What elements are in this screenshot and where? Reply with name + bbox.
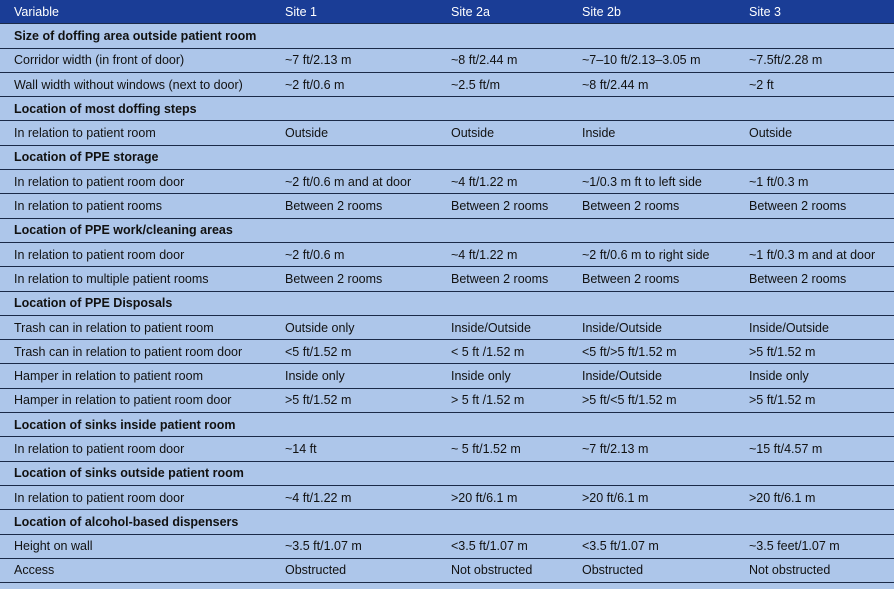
site-3-cell: >5 ft/1.52 m <box>745 340 894 364</box>
site-3-cell: Between 2 rooms <box>745 267 894 291</box>
site-2a-cell: ~ 5 ft/1.52 m <box>447 437 578 461</box>
site-1-cell: ~7 ft/2.13 m <box>281 48 447 72</box>
site-2a-cell: > 5 ft /1.52 m <box>447 388 578 412</box>
table-row <box>0 170 894 194</box>
header-site-1: Site 1 <box>281 0 447 24</box>
site-2b-cell: Inside <box>578 121 745 145</box>
site-3-cell: >5 ft/1.52 m <box>745 388 894 412</box>
site-2b-cell: >5 ft/<5 ft/1.52 m <box>578 388 745 412</box>
variable-cell: Access <box>0 558 281 582</box>
header-site-3: Site 3 <box>745 0 894 24</box>
site-3-cell: Inside only <box>745 364 894 388</box>
site-2b-cell: ~1/0.3 m ft to left side <box>578 170 745 194</box>
header-site-2b: Site 2b <box>578 0 745 24</box>
site-2a-cell: Between 2 rooms <box>447 267 578 291</box>
section-row <box>0 461 894 485</box>
table-row <box>0 485 894 509</box>
table-row <box>0 242 894 266</box>
section-row <box>0 510 894 534</box>
section-heading: Size of doffing area outside patient room <box>0 24 894 48</box>
site-1-cell: Outside <box>281 121 447 145</box>
section-row <box>0 291 894 315</box>
variable-cell: Height on wall <box>0 534 281 558</box>
site-2b-cell: <3.5 ft/1.07 m <box>578 534 745 558</box>
section-heading: Location of most doffing steps <box>0 97 894 121</box>
site-2a-cell: Not obstructed <box>447 558 578 582</box>
variable-cell: In relation to patient rooms <box>0 194 281 218</box>
site-1-cell: <5 ft/1.52 m <box>281 340 447 364</box>
header-row <box>0 0 894 24</box>
section-heading: Location of sinks inside patient room <box>0 413 894 437</box>
site-2b-cell: <5 ft/>5 ft/1.52 m <box>578 340 745 364</box>
site-2a-cell: >20 ft/6.1 m <box>447 485 578 509</box>
table-body <box>0 24 894 583</box>
site-3-cell: Not obstructed <box>745 558 894 582</box>
table-row <box>0 534 894 558</box>
variable-cell: Trash can in relation to patient room <box>0 315 281 339</box>
site-2a-cell: ~4 ft/1.22 m <box>447 242 578 266</box>
variable-cell: Corridor width (in front of door) <box>0 48 281 72</box>
site-1-cell: ~2 ft/0.6 m <box>281 72 447 96</box>
variable-cell: In relation to patient room door <box>0 242 281 266</box>
section-row <box>0 24 894 48</box>
site-3-cell: ~2 ft <box>745 72 894 96</box>
section-row <box>0 97 894 121</box>
site-2a-cell: ~8 ft/2.44 m <box>447 48 578 72</box>
section-row <box>0 145 894 169</box>
table-row <box>0 48 894 72</box>
site-2b-cell: Between 2 rooms <box>578 267 745 291</box>
site-3-cell: ~3.5 feet/1.07 m <box>745 534 894 558</box>
site-1-cell: ~3.5 ft/1.07 m <box>281 534 447 558</box>
table-row <box>0 558 894 582</box>
site-1-cell: >5 ft/1.52 m <box>281 388 447 412</box>
site-3-cell: >20 ft/6.1 m <box>745 485 894 509</box>
site-2b-cell: ~8 ft/2.44 m <box>578 72 745 96</box>
site-2a-cell: < 5 ft /1.52 m <box>447 340 578 364</box>
site-1-cell: ~2 ft/0.6 m and at door <box>281 170 447 194</box>
variable-cell: In relation to patient room door <box>0 170 281 194</box>
table-row <box>0 364 894 388</box>
site-2a-cell: ~2.5 ft/m <box>447 72 578 96</box>
section-row <box>0 413 894 437</box>
site-1-cell: Inside only <box>281 364 447 388</box>
table-row <box>0 388 894 412</box>
site-3-cell: ~15 ft/4.57 m <box>745 437 894 461</box>
table-row <box>0 267 894 291</box>
table-row <box>0 340 894 364</box>
site-2a-cell: Outside <box>447 121 578 145</box>
table-row <box>0 194 894 218</box>
site-3-cell: ~1 ft/0.3 m <box>745 170 894 194</box>
section-heading: Location of alcohol-based dispensers <box>0 510 894 534</box>
site-2b-cell: Between 2 rooms <box>578 194 745 218</box>
site-2a-cell: ~4 ft/1.22 m <box>447 170 578 194</box>
site-1-cell: Outside only <box>281 315 447 339</box>
site-1-cell: ~14 ft <box>281 437 447 461</box>
variable-cell: In relation to multiple patient rooms <box>0 267 281 291</box>
site-2b-cell: Inside/Outside <box>578 364 745 388</box>
variable-cell: In relation to patient room door <box>0 485 281 509</box>
variable-cell: Hamper in relation to patient room <box>0 364 281 388</box>
site-1-cell: Between 2 rooms <box>281 194 447 218</box>
table-row <box>0 72 894 96</box>
site-1-cell: ~2 ft/0.6 m <box>281 242 447 266</box>
section-row <box>0 218 894 242</box>
variable-cell: In relation to patient room door <box>0 437 281 461</box>
table-row <box>0 315 894 339</box>
site-2b-cell: ~7–10 ft/2.13–3.05 m <box>578 48 745 72</box>
site-2b-cell: Obstructed <box>578 558 745 582</box>
site-2b-cell: ~7 ft/2.13 m <box>578 437 745 461</box>
header-site-2a: Site 2a <box>447 0 578 24</box>
site-3-cell: Between 2 rooms <box>745 194 894 218</box>
variable-cell: Wall width without windows (next to door) <box>0 72 281 96</box>
site-2b-cell: >20 ft/6.1 m <box>578 485 745 509</box>
site-2a-cell: Between 2 rooms <box>447 194 578 218</box>
site-3-cell: Inside/Outside <box>745 315 894 339</box>
section-heading: Location of PPE storage <box>0 145 894 169</box>
variable-cell: Hamper in relation to patient room door <box>0 388 281 412</box>
site-1-cell: Between 2 rooms <box>281 267 447 291</box>
site-2a-cell: Inside/Outside <box>447 315 578 339</box>
site-2a-cell: <3.5 ft/1.07 m <box>447 534 578 558</box>
section-heading: Location of PPE Disposals <box>0 291 894 315</box>
site-2a-cell: Inside only <box>447 364 578 388</box>
site-3-cell: ~7.5ft/2.28 m <box>745 48 894 72</box>
header-variable: Variable <box>0 0 281 24</box>
site-2b-cell: Inside/Outside <box>578 315 745 339</box>
site-1-cell: ~4 ft/1.22 m <box>281 485 447 509</box>
site-3-cell: Outside <box>745 121 894 145</box>
section-heading: Location of PPE work/cleaning areas <box>0 218 894 242</box>
site-3-cell: ~1 ft/0.3 m and at door <box>745 242 894 266</box>
section-heading: Location of sinks outside patient room <box>0 461 894 485</box>
variable-cell: Trash can in relation to patient room door <box>0 340 281 364</box>
table-row <box>0 121 894 145</box>
site-1-cell: Obstructed <box>281 558 447 582</box>
site-2b-cell: ~2 ft/0.6 m to right side <box>578 242 745 266</box>
table-row <box>0 437 894 461</box>
variable-cell: In relation to patient room <box>0 121 281 145</box>
